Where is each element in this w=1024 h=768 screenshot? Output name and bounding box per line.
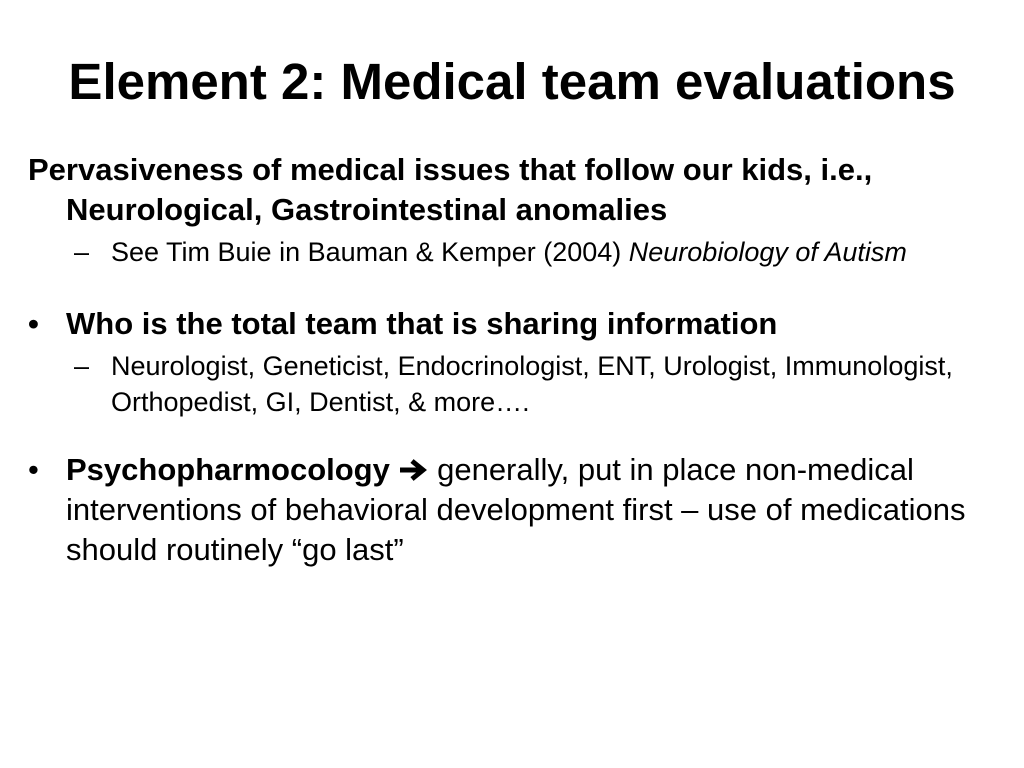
bullet-text-3: generally, put in place non-medical interventions of behavioral development first – use of medications should routinely “go last”	[66, 452, 966, 567]
bullet-text-2: Who is the total team that is sharing information	[66, 306, 778, 341]
sub-item-2	[74, 348, 988, 420]
bullet-item-2	[28, 304, 988, 344]
dash-marker-2: –	[74, 351, 90, 381]
bullet-marker-3: •	[28, 452, 39, 487]
sub-item-1	[74, 234, 988, 270]
slide-title: Element 2: Medical team evaluations	[68, 53, 956, 110]
sub-text-1: See Tim Buie in Bauman & Kemper (2004)	[111, 237, 629, 267]
right-arrow-icon	[398, 458, 428, 482]
bullet-item-1	[28, 150, 988, 230]
dash-marker-1: –	[74, 237, 90, 267]
sub-italic-title-1: Neurobiology of Autism	[628, 237, 907, 267]
bullet-item-3	[28, 450, 988, 570]
sub-text-2: Neurologist, Geneticist, Endocrinologist, ENT, Urologist, Immunologist, Orthopedist, GI, Dentist, & more….	[111, 351, 953, 417]
bullet-bold-3: Psychopharmocology	[66, 452, 390, 487]
slide-body	[28, 150, 988, 570]
bullet-marker-2: •	[28, 306, 39, 341]
bullet-text-1: Pervasiveness of medical issues that follow our kids, i.e., Neurological, Gastrointestinal anomalies	[28, 152, 873, 227]
